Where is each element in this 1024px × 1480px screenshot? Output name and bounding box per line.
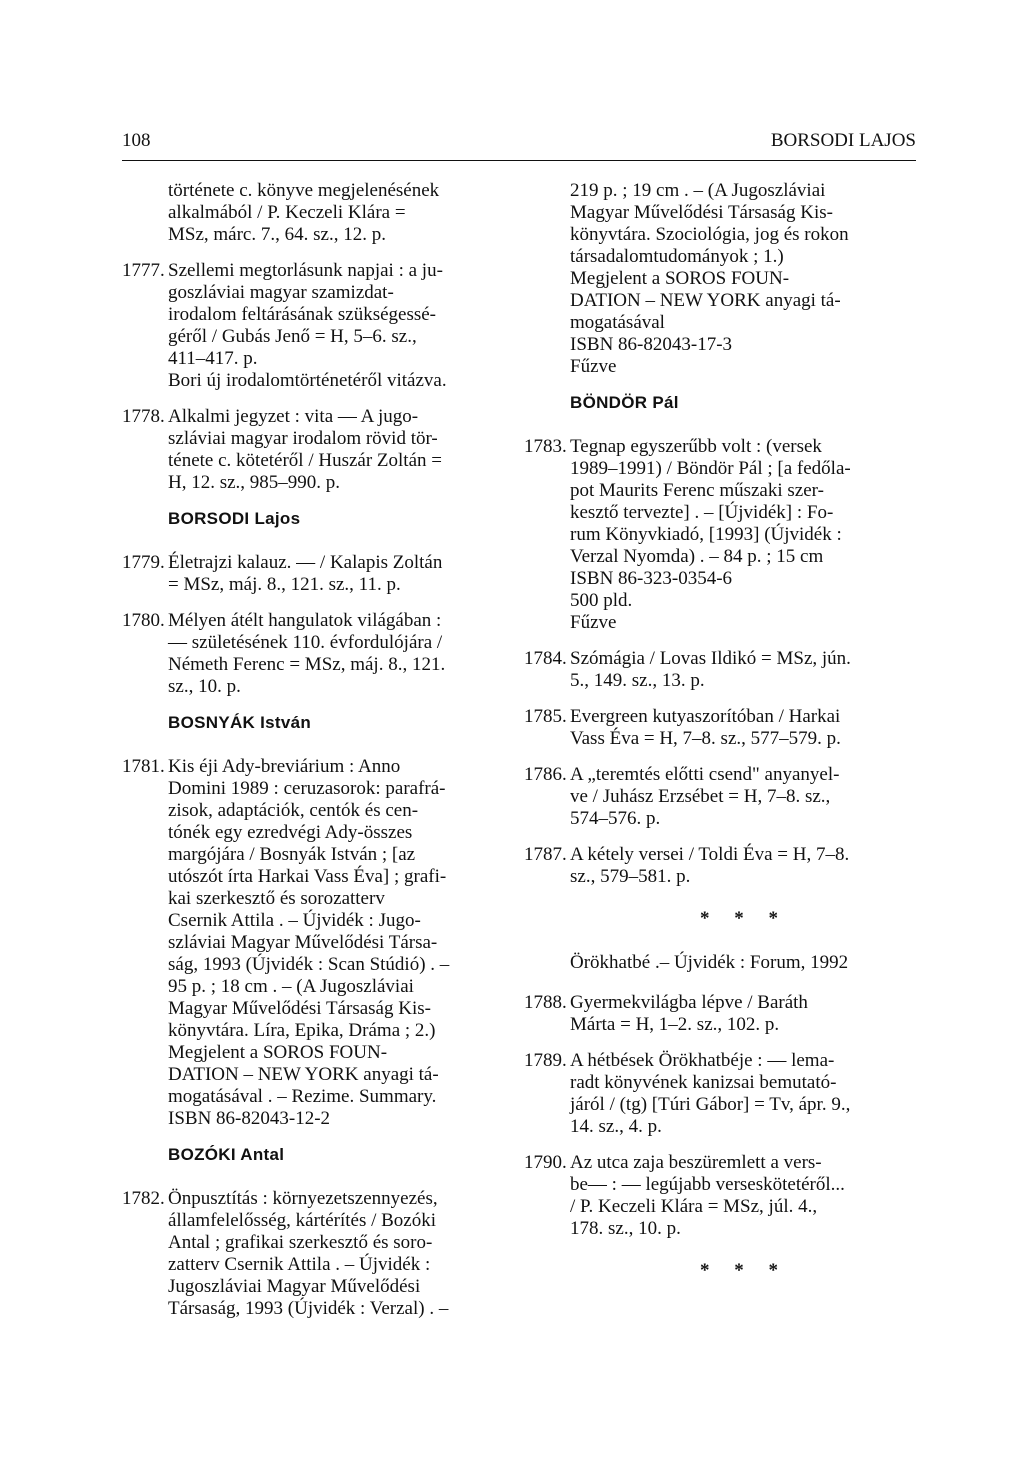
text-line: 95 p. ; 18 cm . – (A Jugoszláviai [168, 976, 414, 997]
text-line: sz., 579–581. p. [570, 866, 691, 887]
text-line: Domini 1989 : ceruzasorok: parafrá- [168, 778, 446, 799]
text-line: Fűzve [570, 356, 617, 377]
entry-number: 1780. [122, 610, 165, 631]
text-line: DATION – NEW YORK anyagi tá- [570, 290, 841, 311]
text-line: tónék egy ezredvégi Ady-összes [168, 822, 413, 843]
text-line: MSz, márc. 7., 64. sz., 12. p. [168, 224, 386, 245]
text-line: goszláviai magyar szamizdat- [168, 282, 394, 303]
author-heading: BÖNDÖR Pál [570, 393, 679, 412]
continued-entry [570, 180, 918, 378]
author-heading: BOSNYÁK István [168, 713, 312, 732]
text-line: 5., 149. sz., 13. p. [570, 670, 705, 691]
text-line: A hétbések Örökhatbéje : — lema- [570, 1050, 835, 1071]
text-line: Önpusztítás : környezetszennyezés, [168, 1188, 438, 1209]
entry-1777 [122, 260, 460, 392]
text-line: — születésének 110. évfordulójára / [168, 632, 443, 653]
entry-text [570, 436, 918, 634]
text-line: Kis éji Ady-breviárium : Anno [168, 756, 401, 777]
text-line: története c. könyve megjelenésének [168, 180, 440, 201]
entry-text [168, 610, 460, 698]
right-column [524, 180, 918, 1304]
text-line: államfelelősség, kártérítés / Bozóki [168, 1210, 437, 1231]
text-line: irodalom feltárásának szükségessé- [168, 304, 437, 325]
text-line: géről / Gubás Jenő = H, 5–6. sz., [168, 326, 417, 347]
entry-text [570, 844, 918, 888]
entry-1779 [122, 552, 460, 596]
text-line: 1989–1991) / Böndör Pál ; [a fedőla- [570, 458, 851, 479]
text-line: kesztő tervezte] . – [Újvidék] : Fo- [570, 502, 834, 523]
text-line: ISBN 86-82043-17-3 [570, 334, 733, 355]
entry-number: 1785. [524, 706, 567, 727]
text-line: utószót írta Harkai Vass Éva] ; grafi- [168, 866, 447, 887]
text-line: Életrajzi kalauz. — / Kalapis Zoltán [168, 552, 443, 573]
entry-text [570, 764, 918, 830]
entry-text [168, 1188, 460, 1320]
text-line: ve / Juhász Erzsébet = H, 7–8. sz., [570, 786, 831, 807]
entry-number: 1789. [524, 1050, 567, 1071]
text-line: Jugoszláviai Magyar Művelődési [168, 1276, 421, 1297]
entry-1778 [122, 406, 460, 494]
text-line: könyvtára. Szociológia, jog és rokon [570, 224, 849, 245]
entry-1790 [524, 1152, 918, 1240]
text-line: Tegnap egyszerűbb volt : (versek [570, 436, 822, 457]
entry-number: 1790. [524, 1152, 567, 1173]
entry-text [570, 648, 918, 692]
text-line: 411–417. p. [168, 348, 258, 369]
text-line: Megjelent a SOROS FOUN- [570, 268, 790, 289]
page-number: 108 [122, 130, 151, 151]
text-line: zisok, adaptációk, centók és cen- [168, 800, 419, 821]
entry-number: 1778. [122, 406, 165, 427]
text-line: 574–576. p. [570, 808, 661, 829]
continued-entry [168, 180, 460, 246]
text-line: A „teremtés előtti csend" anyanyel- [570, 764, 840, 785]
text-line: Alkalmi jegyzet : vita — A jugo- [168, 406, 419, 427]
text-line: Antal ; grafikai szerkesztő és soro- [168, 1232, 433, 1253]
entry-text [168, 260, 460, 392]
text-line: mogatásával [570, 312, 665, 333]
text-line: szláviai magyar irodalom rövid tör- [168, 428, 438, 449]
text-line: Az utca zaja beszüremlett a vers- [570, 1152, 822, 1173]
text-line: Evergreen kutyaszorítóban / Harkai [570, 706, 841, 727]
entry-text [168, 406, 460, 494]
entry-1785 [524, 706, 918, 750]
text-line: radt könyvének kanizsai bemutató- [570, 1072, 837, 1093]
text-line: szláviai Magyar Művelődési Társa- [168, 932, 438, 953]
entry-number: 1777. [122, 260, 165, 281]
entry-1782 [122, 1188, 460, 1320]
text-line: 500 pld. [570, 590, 633, 611]
text-line: Verzal Nyomda) . – 84 p. ; 15 cm [570, 546, 824, 567]
text-line: Bori új irodalomtörténetéről vitázva. [168, 370, 447, 391]
text-line: pot Maurits Ferenc műszaki szer- [570, 480, 824, 501]
entry-1780 [122, 610, 460, 698]
text-line: sz., 10. p. [168, 676, 241, 697]
text-line: ság, 1993 (Újvidék : Scan Stúdió) . – [168, 954, 450, 975]
entry-number: 1787. [524, 844, 567, 865]
entry-1783 [524, 436, 918, 634]
text-line: Szellemi megtorlásunk napjai : a ju- [168, 260, 443, 281]
text-line: / P. Keczeli Klára = MSz, júl. 4., [570, 1196, 818, 1217]
left-column [122, 180, 460, 1334]
entry-text [168, 756, 460, 1130]
entry-number: 1779. [122, 552, 165, 573]
text-line: be— : — legújabb verseskötetéről... [570, 1174, 845, 1195]
text-line: Mélyen átélt hangulatok világában : [168, 610, 442, 631]
text-line: társadalomtudományok ; 1.) [570, 246, 784, 267]
entry-1787 [524, 844, 918, 888]
text-line: A kétely versei / Toldi Éva = H, 7–8. [570, 844, 850, 865]
text-line: rum Könyvkiadó, [1993] (Újvidék : [570, 524, 842, 545]
entry-1786 [524, 764, 918, 830]
text-line: mogatásával . – Rezime. Summary. [168, 1086, 437, 1107]
entry-text [570, 706, 918, 750]
text-line: ténete c. kötetéről / Huszár Zoltán = [168, 450, 442, 471]
text-line: járól / (tg) [Túri Gábor] = Tv, ápr. 9., [570, 1094, 851, 1115]
entry-number: 1783. [524, 436, 567, 457]
text-line: alkalmából / P. Keczeli Klára = [168, 202, 406, 223]
text-line: kai szerkesztő és sorozatterv [168, 888, 385, 909]
text-line: margójára / Bosnyák István ; [az [168, 844, 416, 865]
text-line: könyvtára. Líra, Epika, Dráma ; 2.) [168, 1020, 436, 1041]
text-line: ISBN 86-323-0354-6 [570, 568, 733, 589]
text-line: Szómágia / Lovas Ildikó = MSz, jún. [570, 648, 851, 669]
text-line: Megjelent a SOROS FOUN- [168, 1042, 388, 1063]
entry-text [570, 1152, 918, 1240]
text-line: DATION – NEW YORK anyagi tá- [168, 1064, 439, 1085]
entry-number: 1784. [524, 648, 567, 669]
text-line: Magyar Művelődési Társaság Kis- [168, 998, 431, 1019]
entry-text [570, 992, 918, 1036]
entry-number: 1782. [122, 1188, 165, 1209]
text-line: Csernik Attila . – Újvidék : Jugo- [168, 910, 421, 931]
text-line: Fűzve [570, 612, 617, 633]
text-line: 178. sz., 10. p. [570, 1218, 681, 1239]
text-line: ISBN 86-82043-12-2 [168, 1108, 331, 1129]
text-line: H, 12. sz., 985–990. p. [168, 472, 341, 493]
text-line: Magyar Művelődési Társaság Kis- [570, 202, 833, 223]
entry-text [168, 552, 460, 596]
text-line: Vass Éva = H, 7–8. sz., 577–579. p. [570, 728, 841, 749]
author-heading: BOZÓKI Antal [168, 1145, 285, 1164]
text-line: = MSz, máj. 8., 121. sz., 11. p. [168, 574, 401, 595]
entry-1788 [524, 992, 918, 1036]
running-title: BORSODI LAJOS [770, 130, 916, 151]
text-line: 219 p. ; 19 cm . – (A Jugoszláviai [570, 180, 826, 201]
entry-text [570, 1050, 918, 1138]
section-separator: * * * [700, 1260, 788, 1281]
entry-number: 1786. [524, 764, 567, 785]
page-header [122, 128, 916, 161]
entry-number: 1781. [122, 756, 165, 777]
book-heading: Örökhatbé .– Újvidék : Forum, 1992 [570, 952, 849, 973]
entry-1789 [524, 1050, 918, 1138]
text-line: Gyermekvilágba lépve / Baráth [570, 992, 808, 1013]
section-separator: * * * [700, 908, 788, 929]
entry-number: 1788. [524, 992, 567, 1013]
entry-1781 [122, 756, 460, 1130]
entry-1784 [524, 648, 918, 692]
text-line: zatterv Csernik Attila . – Újvidék : [168, 1254, 431, 1275]
text-line: Társaság, 1993 (Újvidék : Verzal) . – [168, 1298, 449, 1319]
text-line: Németh Ferenc = MSz, máj. 8., 121. [168, 654, 446, 675]
text-line: 14. sz., 4. p. [570, 1116, 662, 1137]
text-line: Márta = H, 1–2. sz., 102. p. [570, 1014, 780, 1035]
author-heading: BORSODI Lajos [168, 509, 301, 528]
